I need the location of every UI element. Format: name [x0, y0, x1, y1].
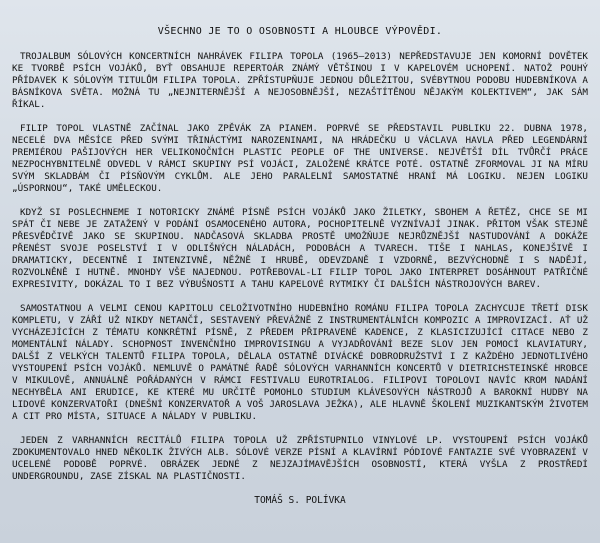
- paragraph-4: SAMOSTATNOU A VELMI CENOU KAPITOLU CELOŽIVOTNÍHO HUDEBNÍHO ROMÁNU FILIPA TOPOLA ZACHYCUJE TŘETÍ DISK KOMPLETU, V ZÁŘÍ UŽ NIKDY NETANČÍ, SESTAVENÝ PŘEVÁŽNĚ Z INSTRUMENTÁLNÍCH KOMPOZIC A IMPROVIZACÍ. AŤ UŽ VYCHÁZEJÍCÍCH Z TÉMATU KONKRÉTNÍ PÍSNĚ, Z PŘEDEM PŘIPRAVENÉ KADENCE, Z KLASICIZUJÍCÍ CITACE NEBO Z MOMENTÁLNÍ NÁLADY. SCHOPNOST INVENČNÍHO IMPROVISINGU A VYJADŘOVÁNÍ BEZE SLOV JEN POMOCÍ KLAVIATURY, DALŠÍ Z VELKÝCH TALENTŮ FILIPA TOPOLA, DĚLALA OSTATNĚ DIVÁCKÉ DOBRODRUŽSTVÍ I Z KAŽDÉHO JEDNOTLIVÉHO VYSTOUPENÍ PSÍCH VOJÁKŮ. NEMLUVĚ O PAMÁTNÉ ŘADĚ SÓLOVÝCH VARHANNÍCH KONCERTŮ V DIETRICHSTEINSKÉ HROBCE V MIKULOVĚ, ANNUÁLNĚ POŘÁDANÝCH V RÁMCI FESTIVALU EUROTRIALOG. FILIPOVI TOPOLOVI NAVÍC KROM NADÁNÍ NECHYBĚLA ANI ERUDICE, KE KTERÉ MU URČITĚ POMOHLO STUDIUM KLÁVESOVÝCH NÁSTROJŮ A BAROKNÍ HUDBY NA LIDOVÉ KONZERVATOŘI (DNEŠNÍ KONZERVATOŘ A VOŠ JAROSLAVA JEŽKA), ALE HLAVNĚ ŠKOLENÍ MUZIKANTSKÝM ŽIVOTEM A CIT PRO MÍSTA, SITUACE A NÁLADY V PUBLIKU.: [12, 303, 588, 422]
- author-signature: TOMÁŠ S. POLÍVKA: [254, 495, 346, 506]
- paragraph-1: TROJALBUM SÓLOVÝCH KONCERTNÍCH NAHRÁVEK FILIPA TOPOLA (1965–2013) NEPŘEDSTAVUJE JEN KOMORNÍ DOVĚTEK KE TVORBĚ PSÍCH VOJÁKŮ, BYŤ OBSAHUJE REPERTOÁR ZNÁMÝ VĚTŠINOU I V KAPELOVÉM UCHOPENÍ. NATOŽ POUHÝ PŘÍDAVEK K SÓLOVÝM TITULŮM FILIPA TOPOLA. ZPŘÍSTUPŇUJE JEDNOU DŮLEŽITOU, SVÉBYTNOU PODOBU HUDEBNÍKOVA A BÁSNÍKOVA SVĚTA. MOŽNÁ TU „NEJNITERNĚJŠÍ A NEJOSOBNĚJŠÍ, NEZAŠTÍTĚNOU NĚJAKÝM KOLEKTIVEM“, JAK SÁM ŘÍKAL.: [12, 51, 588, 110]
- page-title: VŠECHNO JE TO O OSOBNOSTI A HLOUBCE VÝPOVĚDI.: [157, 26, 443, 37]
- paragraph-3: KDYŽ SI POSLECHNEME I NOTORICKY ZNÁMÉ PÍSNĚ PSÍCH VOJÁKŮ JAKO ŽILETKY, SBOHEM A ŘETĚZ, CHCE SE MI SPÁT ČI NEBE JE ZATAŽENÝ V PODÁNÍ OSAMOCENÉHO AUTORA, POCHOPITELNĚ VYZNÍVAJÍ JINAK. PŘITOM VŠAK STEJNĚ PŘESVĚDČIVĚ JAKO SE SKUPINOU. NADČASOVÁ SKLADBA PROSTĚ UMOŽŇUJE NEJRŮZNĚJŠÍ NASTUDOVÁNÍ A DOKÁŽE PŘENÉST SVOJE POSELSTVÍ I V ODLIŠNÝCH NÁLADÁCH, PODOBÁCH A TVARECH. TIŠE I NAHLAS, KONEJŠIVĚ I DRAMATICKY, DECENTNĚ I INTENZIVNĚ, NĚŽNĚ I HRUBĚ, ODEVZDANĚ I VZDORNĚ, BEZVÝCHODNĚ I S NADĚJÍ, ROZVOLNĚNĚ I HUTNĚ. MNOHDY VŠE NAJEDNOU. POTŘEBOVAL-LI FILIP TOPOL JAKO INTERPRET DOSÁHNOUT PATŘIČNÉ EXPRESIVITY, DOKÁZAL TO I BEZ VÝBUŠNOSTI A TAHU KAPELOVÉ RYTMIKY ČI DALŠÍCH NÁSTROJOVÝCH BAREV.: [12, 207, 588, 290]
- paragraph-2: FILIP TOPOL VLASTNĚ ZAČÍNAL JAKO ZPĚVÁK ZA PIANEM. POPRVÉ SE PŘEDSTAVIL PUBLIKU 22. DUBNA 1978, NECELÉ DVA MĚSÍCE PŘED SVÝMI TŘINÁCTÝMI NAROZENINAMI, NA HRÁDEČKU U VÁCLAVA HAVLA PŘED LEGENDÁRNÍ PREMIÉROU PAŠIJOVÝCH HER VELIKONOČNÍCH PLASTIC PEOPLE OF THE UNIVERSE. NEJVĚTŠÍ DÍL TVŮRČÍ PRÁCE NEZPOCHYBNITELNĚ ODVEDL V RÁMCI SKUPINY PSÍ VOJÁCI, ZALOŽENÉ KRÁTCE POTÉ. OSTATNĚ ZFORMOVAL JI NA MÍRU SVÝM SKLADBÁM ČI PÍSŇOVÝM CYKLŮM. ALE JEHO PARALELNÍ SAMOSTATNÉ HRANÍ MÁ LOGIKU. NEJEN LOGIKU „ÚSPORNOU“, TAKÉ UMĚLECKOU.: [12, 123, 588, 194]
- paragraph-5: JEDEN Z VARHANNÍCH RECITÁLŮ FILIPA TOPOLA UŽ ZPŘÍSTUPNILO VINYLOVÉ LP. VYSTOUPENÍ PSÍCH VOJÁKŮ ZDOKUMENTOVALO HNED NĚKOLIK ŽIVÝCH ALB. SÓLOVÉ VERZE PÍSNÍ A KLAVÍRNÍ PÓDIOVÉ FANTAZIE SVÉ VYOBRAZENÍ V UCELENÉ PODOBĚ POPRVÉ. OBRÁZEK JEDNÉ Z NEJZAJÍMAVĚJŠÍCH OSOBNOSTÍ, KTERÁ VYŠLA Z PROSTŘEDÍ UNDERGROUNDU, ZASE ZÍSKAL NA PLASTIČNOSTI.: [12, 435, 588, 482]
